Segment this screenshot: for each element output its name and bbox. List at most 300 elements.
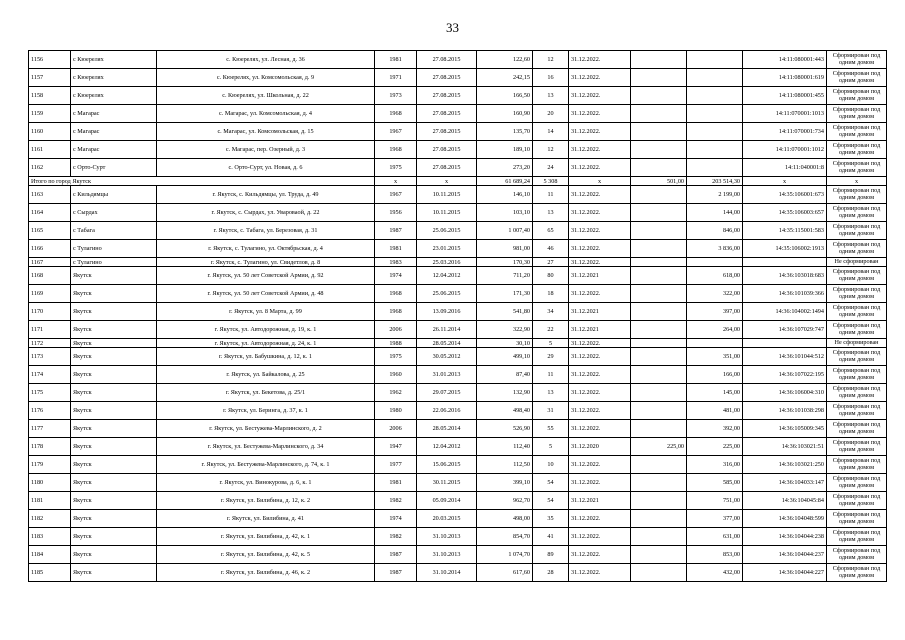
address-cell: г. Якутск, ул. Бестужева-Марлинского, д. 74, к. 1 (157, 456, 375, 474)
status-cell: Не сформирован (827, 339, 887, 348)
cadastral-cell: 14:36:101038:298 (743, 402, 827, 420)
amount2-cell: 2 199,00 (687, 186, 743, 204)
locality-cell: Якутск (71, 384, 157, 402)
locality-cell: Якутск (71, 348, 157, 366)
amount2-cell: 392,00 (687, 420, 743, 438)
address-cell: г. Якутск, ул. 8 Марта, д. 99 (157, 303, 375, 321)
people-cell: 12 (533, 141, 569, 159)
cadastral-cell: 14:11:070001:734 (743, 123, 827, 141)
date-cell: 27.08.2015 (417, 159, 477, 177)
cadastral-cell: 14:35:106001:673 (743, 186, 827, 204)
status-cell: Сформирован под одним домом (827, 87, 887, 105)
address-cell: с. Кюерелях, ул. Комсомольская, д. 9 (157, 69, 375, 87)
deadline-cell: 31.12.2021 (569, 321, 631, 339)
deadline-cell: 31.12.2022. (569, 564, 631, 582)
amount2-cell (687, 123, 743, 141)
row-number: 1171 (29, 321, 71, 339)
date-cell: 29.07.2015 (417, 384, 477, 402)
year-cell: 1975 (375, 348, 417, 366)
table-row (29, 348, 887, 366)
address-cell: г. Якутск, ул. Бабушкина, д. 12, к. 1 (157, 348, 375, 366)
row-number: 1160 (29, 123, 71, 141)
locality-cell: с Магарас (71, 105, 157, 123)
status-cell: Сформирован под одним домом (827, 456, 887, 474)
cadastral-cell: 14:35:115001:583 (743, 222, 827, 240)
table-row (29, 528, 887, 546)
people-cell: 65 (533, 222, 569, 240)
address-cell: г. Якутск, ул. Байкалова, д. 25 (157, 366, 375, 384)
address-cell: с. Магарас, ул. Комсомольская, д. 4 (157, 105, 375, 123)
cadastral-cell: 14:36:104002:1494 (743, 303, 827, 321)
row-number: 1165 (29, 222, 71, 240)
date-cell: 10.11.2015 (417, 204, 477, 222)
amount1-cell (631, 456, 687, 474)
table-row (29, 456, 887, 474)
area-cell: 103,10 (477, 204, 533, 222)
total-x: х (417, 177, 477, 186)
address-cell: с. Магарас, ул. Комсомольская, д. 15 (157, 123, 375, 141)
row-number: 1178 (29, 438, 71, 456)
amount1-cell (631, 51, 687, 69)
page-number: 33 (446, 20, 459, 35)
date-cell: 31.10.2013 (417, 546, 477, 564)
amount1-cell (631, 204, 687, 222)
table-row (29, 366, 887, 384)
people-cell: 54 (533, 474, 569, 492)
deadline-cell: 31.12.2022. (569, 366, 631, 384)
status-cell: Не сформирован (827, 258, 887, 267)
locality-cell: Якутск (71, 456, 157, 474)
status-cell: Сформирован под одним домом (827, 204, 887, 222)
area-cell: 498,00 (477, 510, 533, 528)
deadline-cell: 31.12.2021 (569, 267, 631, 285)
deadline-cell: 31.12.2022. (569, 51, 631, 69)
area-cell: 541,80 (477, 303, 533, 321)
amount2-cell: 351,00 (687, 348, 743, 366)
total-row (29, 177, 887, 186)
total-area: 61 689,24 (477, 177, 533, 186)
locality-cell: с Тулагино (71, 240, 157, 258)
area-cell: 498,40 (477, 402, 533, 420)
locality-cell: с Тулагино (71, 258, 157, 267)
status-cell: Сформирован под одним домом (827, 321, 887, 339)
table-row (29, 339, 887, 348)
total-amount2: 203 514,30 (687, 177, 743, 186)
locality-cell: Якутск (71, 438, 157, 456)
date-cell: 28.05.2014 (417, 339, 477, 348)
address-cell: г. Якутск, ул. Винокурова, д. 6, к. 1 (157, 474, 375, 492)
deadline-cell: 31.12.2021 (569, 492, 631, 510)
people-cell: 13 (533, 87, 569, 105)
amount2-cell (687, 339, 743, 348)
deadline-cell: 31.12.2022. (569, 348, 631, 366)
table-row (29, 474, 887, 492)
table-row (29, 438, 887, 456)
row-number: 1181 (29, 492, 71, 510)
row-number: 1157 (29, 69, 71, 87)
amount2-cell: 144,00 (687, 204, 743, 222)
status-cell: Сформирован под одним домом (827, 222, 887, 240)
row-number: 1182 (29, 510, 71, 528)
people-cell: 24 (533, 159, 569, 177)
people-cell: 31 (533, 402, 569, 420)
year-cell: 2006 (375, 420, 417, 438)
locality-cell: Якутск (71, 546, 157, 564)
table-row (29, 420, 887, 438)
date-cell: 27.08.2015 (417, 51, 477, 69)
area-cell: 711,20 (477, 267, 533, 285)
people-cell: 5 (533, 438, 569, 456)
row-number: 1183 (29, 528, 71, 546)
year-cell: 1967 (375, 123, 417, 141)
cadastral-cell: 14:36:104033:147 (743, 474, 827, 492)
year-cell: 1987 (375, 546, 417, 564)
table-row (29, 384, 887, 402)
row-number: 1184 (29, 546, 71, 564)
date-cell: 05.09.2014 (417, 492, 477, 510)
status-cell: Сформирован под одним домом (827, 141, 887, 159)
cadastral-cell: 14:35:106003:657 (743, 204, 827, 222)
amount2-cell: 397,00 (687, 303, 743, 321)
year-cell: 1973 (375, 87, 417, 105)
locality-cell: с Магарас (71, 123, 157, 141)
deadline-cell: 31.12.2022. (569, 384, 631, 402)
area-cell: 962,70 (477, 492, 533, 510)
address-cell: г. Якутск, ул. Билибина, д. 46, к. 2 (157, 564, 375, 582)
people-cell: 29 (533, 348, 569, 366)
amount2-cell (687, 87, 743, 105)
locality-cell: Якутск (71, 528, 157, 546)
row-number: 1169 (29, 285, 71, 303)
date-cell: 27.08.2015 (417, 87, 477, 105)
table-row (29, 240, 887, 258)
cadastral-cell: 14:11:080001:455 (743, 87, 827, 105)
cadastral-cell: 14:36:103021:51 (743, 438, 827, 456)
locality-cell: Якутск (71, 303, 157, 321)
cadastral-cell: 14:11:080001:443 (743, 51, 827, 69)
status-cell: Сформирован под одним домом (827, 366, 887, 384)
people-cell: 54 (533, 492, 569, 510)
address-cell: г. Якутск, с. Кильдямцы, ул. Труда, д. 49 (157, 186, 375, 204)
cadastral-cell: 14:36:107022:195 (743, 366, 827, 384)
row-number: 1172 (29, 339, 71, 348)
people-cell: 35 (533, 510, 569, 528)
table-row (29, 141, 887, 159)
locality-cell: с Кильдямцы (71, 186, 157, 204)
date-cell: 15.06.2015 (417, 456, 477, 474)
amount2-cell (687, 105, 743, 123)
date-cell: 23.01.2015 (417, 240, 477, 258)
area-cell: 1 074,70 (477, 546, 533, 564)
address-cell: г. Якутск, ул. Беринга, д. 37, к. 1 (157, 402, 375, 420)
deadline-cell: 31.12.2022. (569, 258, 631, 267)
address-cell: г. Якутск, ул. Бестужева-Марлинского, д. 34 (157, 438, 375, 456)
area-cell: 617,60 (477, 564, 533, 582)
cadastral-cell: 14:36:104044:237 (743, 546, 827, 564)
year-cell: 1968 (375, 303, 417, 321)
deadline-cell: 31.12.2021 (569, 303, 631, 321)
area-cell: 526,90 (477, 420, 533, 438)
table-row (29, 204, 887, 222)
locality-cell: Якутск (71, 564, 157, 582)
date-cell: 27.08.2015 (417, 105, 477, 123)
amount1-cell: 225,00 (631, 438, 687, 456)
date-cell: 25.03.2016 (417, 258, 477, 267)
locality-cell: с Кюерелях (71, 69, 157, 87)
amount1-cell (631, 159, 687, 177)
cadastral-cell: 14:36:107029:747 (743, 321, 827, 339)
people-cell: 18 (533, 285, 569, 303)
status-cell: Сформирован под одним домом (827, 123, 887, 141)
total-x: х (827, 177, 887, 186)
row-number: 1158 (29, 87, 71, 105)
people-cell: 13 (533, 204, 569, 222)
deadline-cell: 31.12.2022. (569, 240, 631, 258)
total-x: х (569, 177, 631, 186)
area-cell: 132,90 (477, 384, 533, 402)
table-row (29, 402, 887, 420)
date-cell: 12.04.2012 (417, 438, 477, 456)
table-row (29, 51, 887, 69)
amount1-cell (631, 141, 687, 159)
deadline-cell: 31.12.2022. (569, 528, 631, 546)
amount1-cell (631, 123, 687, 141)
row-number: 1166 (29, 240, 71, 258)
address-cell: с. Кюерелях, ул. Школьная, д. 22 (157, 87, 375, 105)
table-row (29, 564, 887, 582)
status-cell: Сформирован под одним домом (827, 438, 887, 456)
amount2-cell: 846,00 (687, 222, 743, 240)
row-number: 1161 (29, 141, 71, 159)
cadastral-cell: 14:11:080001:619 (743, 69, 827, 87)
table-row (29, 510, 887, 528)
year-cell: 1975 (375, 159, 417, 177)
date-cell: 30.05.2012 (417, 348, 477, 366)
row-number: 1177 (29, 420, 71, 438)
people-cell: 41 (533, 528, 569, 546)
address-cell: г. Якутск, ул. Автодорожная, д. 24, к. 1 (157, 339, 375, 348)
people-cell: 55 (533, 420, 569, 438)
amount1-cell (631, 474, 687, 492)
row-number: 1164 (29, 204, 71, 222)
date-cell: 31.01.2013 (417, 366, 477, 384)
cadastral-cell: 14:11:040001:8 (743, 159, 827, 177)
row-number: 1174 (29, 366, 71, 384)
people-cell: 80 (533, 267, 569, 285)
amount1-cell (631, 240, 687, 258)
deadline-cell: 31.12.2022. (569, 402, 631, 420)
year-cell: 1988 (375, 339, 417, 348)
area-cell: 499,10 (477, 348, 533, 366)
date-cell: 27.08.2015 (417, 141, 477, 159)
year-cell: 1982 (375, 492, 417, 510)
row-number: 1167 (29, 258, 71, 267)
date-cell: 22.06.2016 (417, 402, 477, 420)
deadline-cell: 31.12.2022. (569, 222, 631, 240)
table-row (29, 222, 887, 240)
status-cell: Сформирован под одним домом (827, 186, 887, 204)
table-row (29, 258, 887, 267)
amount2-cell: 618,00 (687, 267, 743, 285)
table-row (29, 492, 887, 510)
date-cell: 12.04.2012 (417, 267, 477, 285)
table-row (29, 285, 887, 303)
cadastral-cell: 14:36:103021:250 (743, 456, 827, 474)
amount1-cell (631, 402, 687, 420)
year-cell: 1981 (375, 474, 417, 492)
amount2-cell: 264,00 (687, 321, 743, 339)
address-cell: г. Якутск, ул. Билибина, д. 42, к. 5 (157, 546, 375, 564)
deadline-cell: 31.12.2022. (569, 474, 631, 492)
address-cell: г. Якутск, с. Табага, ул. Березовая, д. 31 (157, 222, 375, 240)
area-cell: 170,30 (477, 258, 533, 267)
table-row (29, 546, 887, 564)
locality-cell: Якутск (71, 285, 157, 303)
locality-cell: с Магарас (71, 141, 157, 159)
cadastral-cell: 14:36:104044:238 (743, 528, 827, 546)
table-row (29, 123, 887, 141)
status-cell: Сформирован под одним домом (827, 267, 887, 285)
status-cell: Сформирован под одним домом (827, 564, 887, 582)
row-number: 1168 (29, 267, 71, 285)
amount2-cell: 853,00 (687, 546, 743, 564)
deadline-cell: 31.12.2022. (569, 69, 631, 87)
people-cell: 28 (533, 564, 569, 582)
date-cell: 27.08.2015 (417, 123, 477, 141)
people-cell: 11 (533, 366, 569, 384)
cadastral-cell: 14:36:101044:512 (743, 348, 827, 366)
status-cell: Сформирован под одним домом (827, 303, 887, 321)
cadastral-cell: 14:36:104048:599 (743, 510, 827, 528)
amount1-cell (631, 105, 687, 123)
amount1-cell (631, 69, 687, 87)
year-cell: 1981 (375, 51, 417, 69)
status-cell: Сформирован под одним домом (827, 105, 887, 123)
area-cell: 166,50 (477, 87, 533, 105)
status-cell: Сформирован под одним домом (827, 546, 887, 564)
amount2-cell (687, 51, 743, 69)
row-number: 1179 (29, 456, 71, 474)
area-cell: 399,10 (477, 474, 533, 492)
amount1-cell (631, 564, 687, 582)
row-number: 1156 (29, 51, 71, 69)
locality-cell: Якутск (71, 339, 157, 348)
year-cell: 1962 (375, 384, 417, 402)
people-cell: 13 (533, 384, 569, 402)
date-cell: 25.06.2015 (417, 285, 477, 303)
people-cell: 14 (533, 123, 569, 141)
area-cell: 322,90 (477, 321, 533, 339)
table-row (29, 321, 887, 339)
amount1-cell (631, 267, 687, 285)
date-cell: 10.11.2015 (417, 186, 477, 204)
area-cell: 171,30 (477, 285, 533, 303)
amount2-cell: 631,00 (687, 528, 743, 546)
year-cell: 1977 (375, 456, 417, 474)
amount1-cell (631, 321, 687, 339)
amount1-cell (631, 87, 687, 105)
area-cell: 112,50 (477, 456, 533, 474)
cadastral-cell: 14:36:104044:227 (743, 564, 827, 582)
area-cell: 146,10 (477, 186, 533, 204)
amount1-cell (631, 528, 687, 546)
area-cell: 135,70 (477, 123, 533, 141)
address-cell: с. Орто-Сурт, ул. Новая, д. 6 (157, 159, 375, 177)
status-cell: Сформирован под одним домом (827, 285, 887, 303)
year-cell: 2006 (375, 321, 417, 339)
address-cell: г. Якутск, ул. Бестужева-Марлинского, д. 2 (157, 420, 375, 438)
table-row (29, 87, 887, 105)
status-cell: Сформирован под одним домом (827, 402, 887, 420)
status-cell: Сформирован под одним домом (827, 384, 887, 402)
year-cell: 1980 (375, 402, 417, 420)
amount1-cell (631, 366, 687, 384)
year-cell: 1968 (375, 105, 417, 123)
deadline-cell: 31.12.2022. (569, 204, 631, 222)
status-cell: Сформирован под одним домом (827, 528, 887, 546)
total-label: Итого по город Якутск (29, 177, 375, 186)
table-row (29, 159, 887, 177)
amount2-cell (687, 141, 743, 159)
amount1-cell (631, 285, 687, 303)
area-cell: 112,40 (477, 438, 533, 456)
year-cell: 1967 (375, 186, 417, 204)
date-cell: 31.10.2014 (417, 564, 477, 582)
date-cell: 28.05.2014 (417, 420, 477, 438)
area-cell: 160,90 (477, 105, 533, 123)
total-people: 5 308 (533, 177, 569, 186)
row-number: 1185 (29, 564, 71, 582)
amount1-cell (631, 348, 687, 366)
housing-table (28, 50, 887, 582)
area-cell: 854,70 (477, 528, 533, 546)
table-row (29, 186, 887, 204)
date-cell: 31.10.2013 (417, 528, 477, 546)
row-number: 1173 (29, 348, 71, 366)
address-cell: с. Магарас, пер. Озерный, д. 3 (157, 141, 375, 159)
table-row (29, 105, 887, 123)
total-amount1: 501,00 (631, 177, 687, 186)
area-cell: 30,10 (477, 339, 533, 348)
deadline-cell: 31.12.2022. (569, 105, 631, 123)
status-cell: Сформирован под одним домом (827, 510, 887, 528)
locality-cell: Якутск (71, 474, 157, 492)
deadline-cell: 31.12.2022. (569, 339, 631, 348)
amount2-cell: 432,00 (687, 564, 743, 582)
amount1-cell (631, 510, 687, 528)
area-cell: 242,15 (477, 69, 533, 87)
date-cell: 26.11.2014 (417, 321, 477, 339)
deadline-cell: 31.12.2022. (569, 546, 631, 564)
row-number: 1170 (29, 303, 71, 321)
people-cell: 27 (533, 258, 569, 267)
people-cell: 16 (533, 69, 569, 87)
total-x: х (375, 177, 417, 186)
amount2-cell: 3 836,00 (687, 240, 743, 258)
year-cell: 1983 (375, 258, 417, 267)
people-cell: 22 (533, 321, 569, 339)
status-cell: Сформирован под одним домом (827, 474, 887, 492)
locality-cell: Якутск (71, 420, 157, 438)
amount2-cell (687, 258, 743, 267)
address-cell: г. Якутск, с. Сырдах, ул. Увароваой, д. 22 (157, 204, 375, 222)
year-cell: 1971 (375, 69, 417, 87)
year-cell: 1974 (375, 267, 417, 285)
amount2-cell: 145,00 (687, 384, 743, 402)
people-cell: 20 (533, 105, 569, 123)
year-cell: 1968 (375, 141, 417, 159)
locality-cell: с Кюерелях (71, 51, 157, 69)
